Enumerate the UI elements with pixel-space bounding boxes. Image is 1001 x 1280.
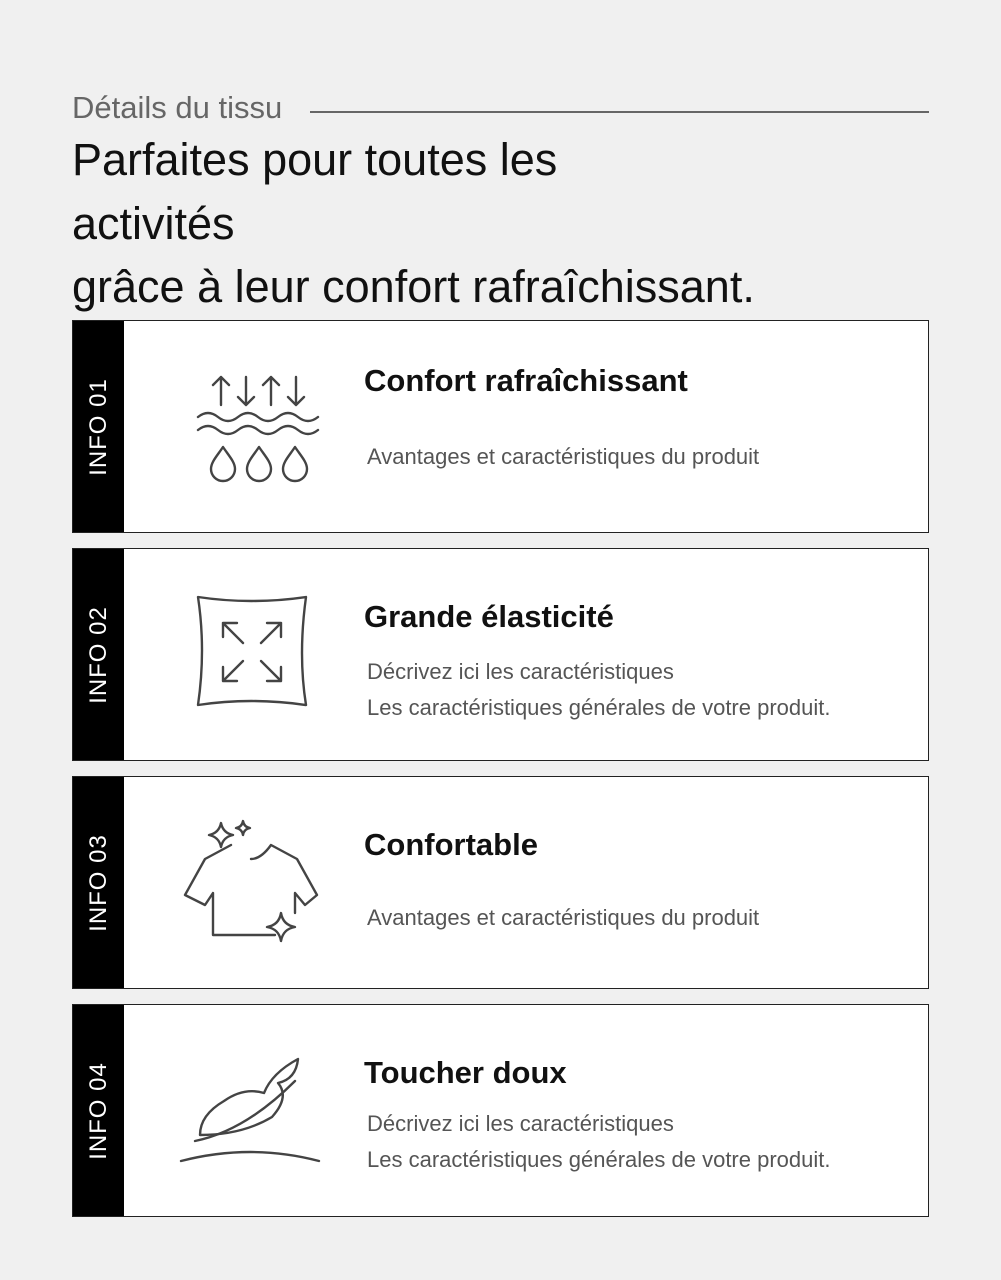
info-strip — [73, 1005, 124, 1216]
card-description: Avantages et caractéristiques du produit — [367, 905, 760, 930]
card-description: Avantages et caractéristiques du produit — [367, 444, 760, 469]
card-description: Décrivez ici les caractéristiques Les caractéristiques générales de votre produit. — [367, 1111, 831, 1172]
card-title: Grande élasticité — [364, 599, 614, 634]
title-line: Parfaites pour toutes les — [72, 134, 558, 185]
card-description: Décrivez ici les caractéristiques Les caractéristiques générales de votre produit. — [367, 659, 831, 720]
stretch-arrows-icon — [173, 585, 328, 725]
card-title: Confortable — [364, 827, 538, 862]
card-title: Toucher doux — [364, 1055, 567, 1090]
card-title: Confort rafraîchissant — [364, 363, 688, 398]
feather-icon — [173, 1041, 328, 1181]
info-label: INFO 04 — [84, 1061, 112, 1160]
info-strip — [73, 321, 124, 532]
info-card — [72, 776, 929, 989]
title-line: grâce à leur confort rafraîchissant. — [72, 261, 755, 312]
page-title — [72, 128, 755, 319]
info-card — [72, 320, 929, 533]
info-card — [72, 1004, 929, 1217]
info-strip — [73, 777, 124, 988]
section-eyebrow: Détails du tissu — [72, 90, 283, 125]
divider — [310, 111, 929, 113]
info-label: INFO 02 — [84, 605, 112, 704]
info-strip — [73, 549, 124, 760]
info-card — [72, 548, 929, 761]
sparkling-tshirt-icon — [173, 813, 328, 953]
info-label: INFO 01 — [84, 377, 112, 476]
info-label: INFO 03 — [84, 833, 112, 932]
title-line: activités — [72, 197, 235, 249]
water-droplets-airflow-icon — [173, 357, 328, 497]
